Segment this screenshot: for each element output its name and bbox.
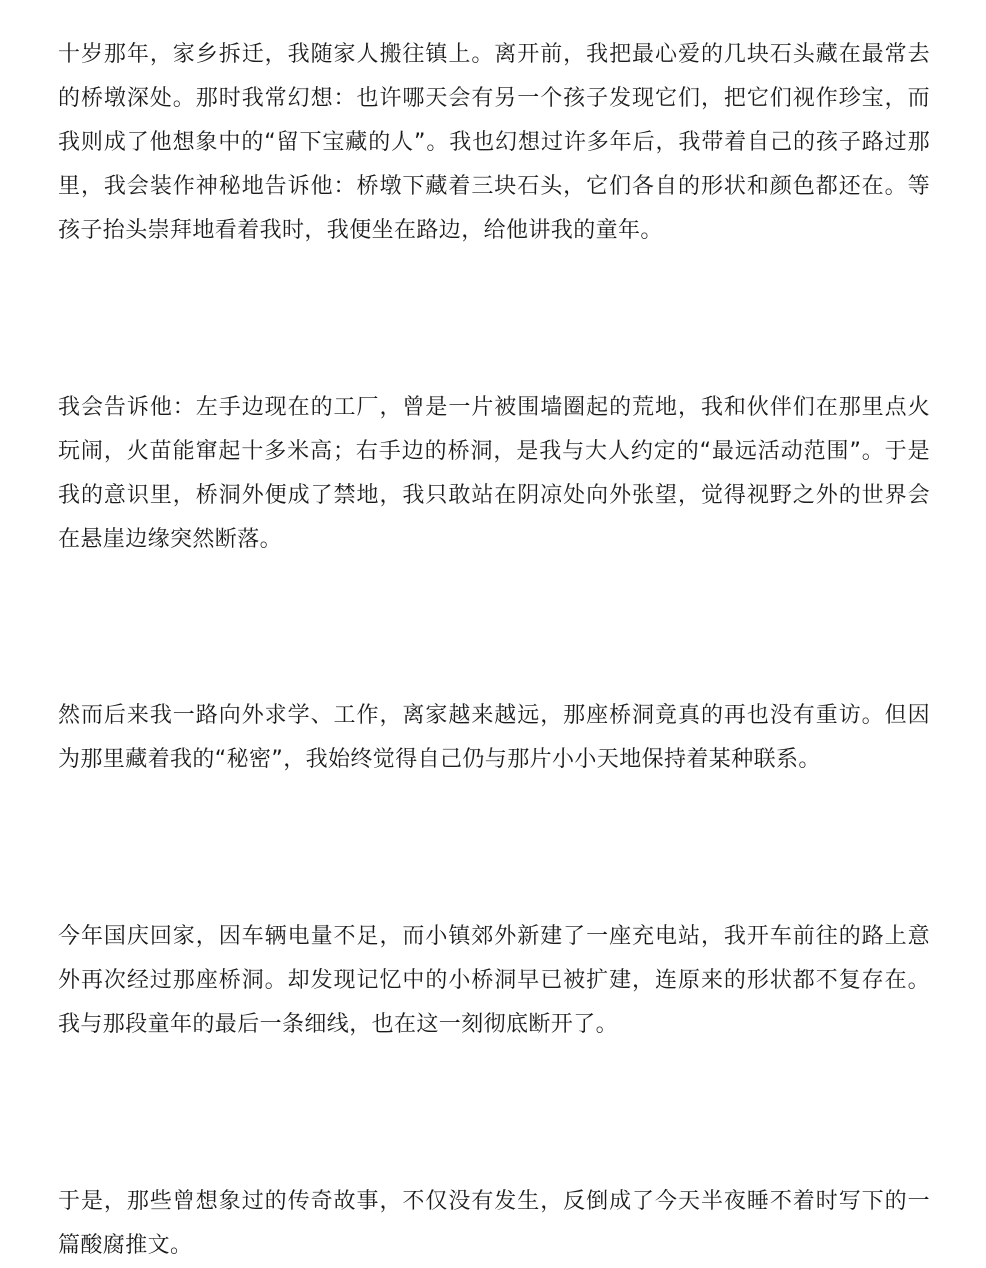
paragraph-leaving-home: 然而后来我一路向外求学、工作，离家越来越远，那座桥洞竟真的再也没有重访。但因为那里藏着我的“秘密”，我始终觉得自己仍与那片小小天地保持着某种联系。 — [58, 703, 930, 772]
paragraph-childhood-stones: 十岁那年，家乡拆迁，我随家人搬往镇上。离开前，我把最心爱的几块石头藏在最常去的桥墩深处。那时我常幻想：也许哪天会有另一个孩子发现它们，把它们视作珍宝，而我则成了他想象中的“留下宝藏的人”。我也幻想过许多年后，我带着自己的孩子路过那里，我会装作神秘地告诉他：桥墩下藏着三块石头，它们各自的形状和颜色都还在。等孩子抬头崇拜地看着我时，我便坐在路边，给他讲我的童年。 — [58, 42, 930, 243]
article-body — [58, 33, 930, 1268]
paragraph-bridge-boundary: 我会告诉他：左手边现在的工厂，曾是一片被围墙圈起的荒地，我和伙伴们在那里点火玩闹，火苗能窜起十多米高；右手边的桥洞，是我与大人约定的“最远活动范围”。于是我的意识里，桥洞外便成了禁地，我只敢站在阴凉处向外张望，觉得视野之外的世界会在悬崖边缘突然断落。 — [58, 395, 930, 552]
paragraph-conclusion: 于是，那些曾想象过的传奇故事，不仅没有发生，反倒成了今天半夜睡不着时写下的一篇酸腐推文。 — [58, 1189, 930, 1258]
paragraph-return-visit: 今年国庆回家，因车辆电量不足，而小镇郊外新建了一座充电站，我开车前往的路上意外再次经过那座桥洞。却发现记忆中的小桥洞早已被扩建，连原来的形状都不复存在。我与那段童年的最后一条细线，也在这一刻彻底断开了。 — [58, 924, 930, 1037]
